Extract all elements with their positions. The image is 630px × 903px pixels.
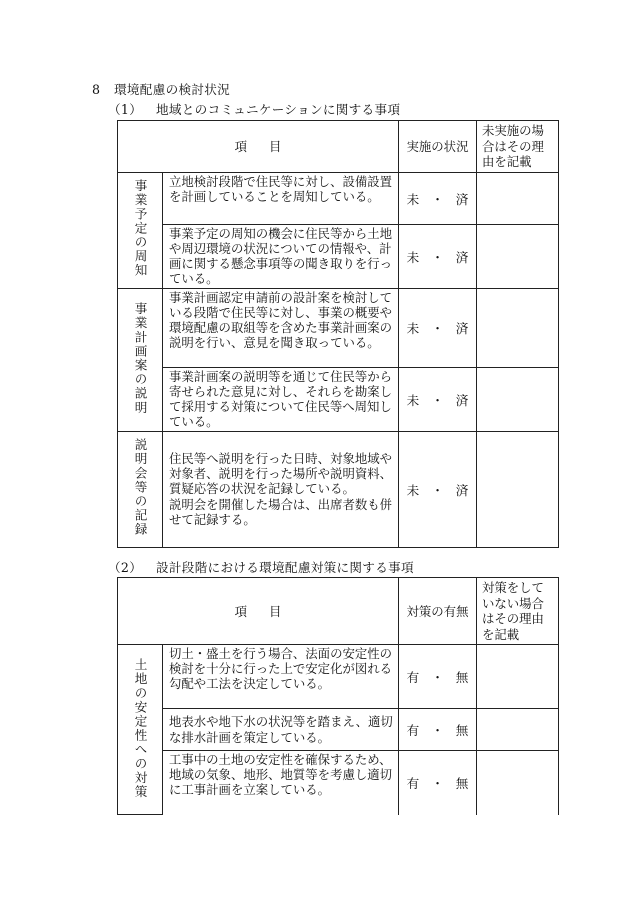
section2-title-text: 設計段階における環境配慮対策に関する事項 [156,560,414,575]
reason-cell[interactable] [477,709,559,751]
section1-header-row [118,121,559,173]
item-description: 事業予定の周知の機会に住民等から土地や周辺環境の状況についての情報や、計画に関する懸念事項等の聞き取りを行っている。 [163,224,399,288]
section2-table [117,577,559,815]
option-done[interactable]: 済 [455,321,469,336]
table-row [118,172,559,224]
table-row [118,431,559,547]
option-separator: ・ [431,249,444,265]
status-options[interactable] [399,224,477,288]
section1-number: （1） [108,102,143,117]
header-item-b: 目 [269,604,282,619]
heading-number: 8 [92,82,101,97]
item-description: 事業計画認定申請前の設計案を検討している段階で住民等に対し、事業の概要や環境配慮の取組等を含めた事業計画案の説明を行い、意見を聞き取っている。 [163,288,399,367]
reason-cell[interactable] [477,431,559,547]
status-options[interactable] [399,288,477,367]
option-separator: ・ [431,776,444,792]
option-separator: ・ [431,392,444,408]
table-row [118,645,559,709]
reason-cell[interactable] [477,224,559,288]
header-item-cell [118,121,399,173]
header-reason: 未実施の場合はその理由を記載 [477,121,559,173]
section1-table [117,120,559,548]
option-yes[interactable]: 有 [406,776,420,792]
description-para-2: 説明会を開催した場合は、出席者数も併せて記録する。 [169,496,393,527]
status-options[interactable] [399,172,477,224]
category-label: 説明会等の記録 [132,438,148,537]
header-status: 対策の有無 [399,578,477,645]
section2-title [108,557,414,576]
option-not-done[interactable]: 未 [406,392,420,408]
option-yes[interactable]: 有 [406,670,420,685]
category-cell [118,645,163,815]
reason-cell[interactable] [477,288,559,367]
option-no[interactable]: 無 [455,776,469,792]
option-not-done[interactable]: 未 [406,321,420,336]
section2-number: （2） [108,560,143,575]
option-yes[interactable]: 有 [406,723,420,738]
header-item-a: 項 [234,604,247,619]
category-cell [118,288,163,431]
category-label: 土地の安定性への対策 [132,657,148,799]
header-reason: 対策をしていない場合はその理由を記載 [477,578,559,645]
description-para-1: 住民等へ説明を行った日時、対象地域や対象者、説明を行った場所や説明資料、質疑応答の状況を記録している。 [169,450,393,497]
section2-header-row [118,578,559,645]
item-description: 立地検討段階で住民等に対し、設備設置を計画していることを周知している。 [163,172,399,224]
category-label: 事業計画案の説明 [132,301,148,415]
table-row [118,224,559,288]
status-options[interactable] [399,367,477,431]
table-row [118,288,559,367]
item-description: 事業計画案の説明等を通じて住民等から寄せられた意見に対し、それらを勘案して採用する対策について住民等へ周知している。 [163,367,399,431]
category-label: 事業予定の周知 [132,179,148,278]
option-done[interactable]: 済 [455,482,469,498]
item-description: 工事中の土地の安定性を確保するため、地域の気象、地形、地質等を考慮し適切に工事計画を立案している。 [163,751,399,815]
option-done[interactable]: 済 [455,191,469,207]
reason-cell[interactable] [477,751,559,815]
heading-title: 環境配慮の検討状況 [114,82,231,97]
reason-cell[interactable] [477,172,559,224]
status-options[interactable] [399,431,477,547]
measure-options[interactable] [399,709,477,751]
option-done[interactable]: 済 [455,249,469,265]
reason-cell[interactable] [477,367,559,431]
option-separator: ・ [431,670,444,685]
item-description: 地表水や地下水の状況等を踏まえ、適切な排水計画を策定している。 [163,709,399,751]
table-row [118,709,559,751]
reason-cell[interactable] [477,645,559,709]
option-separator: ・ [431,191,444,207]
option-not-done[interactable]: 未 [406,249,420,265]
option-separator: ・ [431,321,444,336]
section1-title [108,99,400,118]
header-item-cell [118,578,399,645]
category-cell [118,172,163,288]
category-cell [118,431,163,547]
header-item-b: 目 [269,139,282,155]
measure-options[interactable] [399,645,477,709]
option-separator: ・ [431,482,444,498]
option-done[interactable]: 済 [455,392,469,408]
option-separator: ・ [431,723,444,738]
table-row [118,751,559,815]
option-no[interactable]: 無 [455,670,469,685]
header-status: 実施の状況 [399,121,477,173]
item-description [163,431,399,547]
page-heading [92,79,230,98]
table-row [118,367,559,431]
option-not-done[interactable]: 未 [406,191,420,207]
header-item-a: 項 [234,139,247,155]
option-no[interactable]: 無 [455,723,469,738]
item-description: 切土・盛土を行う場合、法面の安定性の検討を十分に行った上で安定化が図れる勾配や工法を決定している。 [163,645,399,709]
section1-title-text: 地域とのコミュニケーションに関する事項 [156,102,401,117]
option-not-done[interactable]: 未 [406,482,420,498]
measure-options[interactable] [399,751,477,815]
